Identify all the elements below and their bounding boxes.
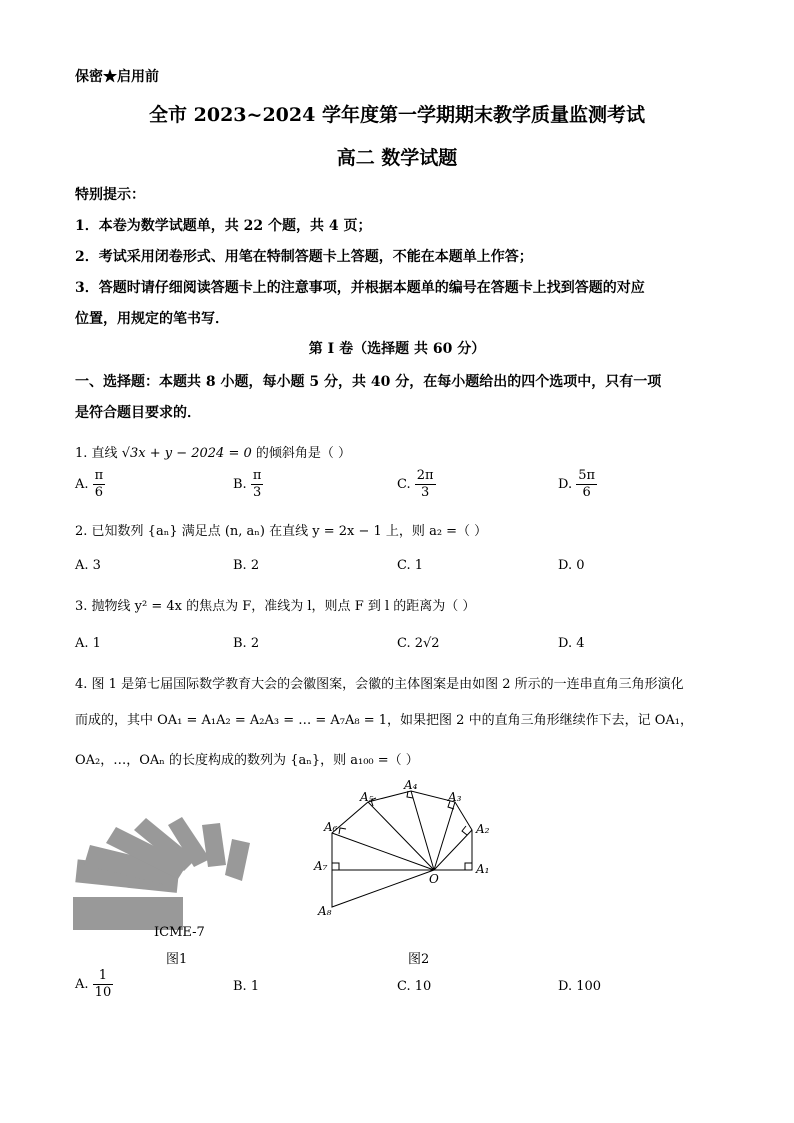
fraction-denominator: 6 <box>94 485 104 500</box>
q3-option-d: D. 4 <box>558 636 585 651</box>
fraction-numerator: π <box>252 468 262 483</box>
note-1: 1．本卷为数学试题单，共 22 个题，共 4 页； <box>75 218 372 234</box>
option-letter: B. <box>233 477 247 492</box>
q1-option-c <box>397 468 436 501</box>
exam-subtitle: 高二 数学试题 <box>336 147 458 169</box>
label-a6: A₆ <box>324 820 338 834</box>
q2-option-a: A. 3 <box>75 558 101 573</box>
q4-option-d: D. 100 <box>558 979 602 994</box>
spiral-triangles-figure <box>310 775 500 925</box>
label-a4: A₄ <box>404 778 418 792</box>
fraction-denominator: 3 <box>252 485 262 500</box>
part-instructions-a: 一、选择题：本题共 8 小题，每小题 5 分，共 40 分，在每小题给出的四个选项中，只有一项 <box>75 374 662 390</box>
part-instructions-b: 是符合题目要求的． <box>75 405 201 421</box>
icme7-logo-figure <box>70 815 260 930</box>
label-a7: A₇ <box>314 859 328 873</box>
exam-title: 全市 2023~2024 学年度第一学期期末教学质量监测考试 <box>149 104 645 126</box>
question-4-line-2: 而成的，其中 OA₁ = A₁A₂ = A₂A₃ = … = A₇A₈ = 1，如果把图 2 中的直角三角形继续作下去，记 OA₁， <box>75 713 693 728</box>
fraction-numerator: 1 <box>93 968 114 985</box>
note-3b: 位置，用规定的笔书写． <box>75 311 229 327</box>
q3-option-b: B. 2 <box>233 636 260 651</box>
section-label: 第 Ⅰ 卷（选择题 共 60 分） <box>308 341 486 357</box>
label-a3: A₃ <box>448 790 462 804</box>
q4-option-a <box>75 968 113 1001</box>
label-a2: A₂ <box>476 822 490 836</box>
q1-prefix: 1. 直线 <box>75 446 118 461</box>
q4-option-b: B. 1 <box>233 979 260 994</box>
q1-equation: √3x + y − 2024 = 0 <box>121 446 252 461</box>
fraction-denominator: 3 <box>421 485 430 500</box>
notes-heading: 特别提示： <box>75 187 145 203</box>
q1-option-a <box>75 468 105 501</box>
right-angle-a2 <box>462 826 467 835</box>
fraction-numerator: 2π <box>416 468 434 483</box>
option-letter: A. <box>75 977 89 992</box>
fraction-numerator: π <box>94 468 104 483</box>
fraction-denominator: 6 <box>582 485 591 500</box>
logo-wedge-8 <box>225 839 250 881</box>
question-4-line-1: 4. 图 1 是第七届国际数学教育大会的会徽图案，会徽的主体图案是由如图 2 所示的一连串直角三角形演化 <box>75 677 684 692</box>
right-angle-a7 <box>332 863 339 870</box>
confidential-mark: 保密★启用前 <box>75 69 159 85</box>
spoke-oa6 <box>332 833 434 870</box>
q4-option-c: C. 10 <box>397 979 432 994</box>
spoke-oa3 <box>434 802 455 870</box>
figure-2-label: 图2 <box>408 952 430 967</box>
note-3a: 3．答题时请仔细阅读答题卡上的注意事项，并根据本题单的编号在答题卡上找到答题的对应 <box>75 280 645 296</box>
q1-suffix: 的倾斜角是（ ） <box>255 446 352 461</box>
option-letter: D. <box>558 477 573 492</box>
fraction-denominator: 10 <box>94 985 112 1000</box>
question-3: 3. 抛物线 y² = 4x 的焦点为 F，准线为 l，则点 F 到 l 的距离为（ ） <box>75 599 476 614</box>
note-2: 2．考试采用闭卷形式、用笔在特制答题卡上答题，不能在本题单上作答； <box>75 249 533 265</box>
label-a1: A₁ <box>476 862 490 876</box>
q3-option-a: A. 1 <box>75 636 101 651</box>
question-2: 2. 已知数列 {aₙ} 满足点 (n, aₙ) 在直线 y = 2x − 1 上，则 a₂ =（ ） <box>75 524 488 539</box>
q2-option-b: B. 2 <box>233 558 260 573</box>
option-letter: C. <box>397 477 411 492</box>
label-o: O <box>429 872 439 886</box>
q1-option-d <box>558 468 597 501</box>
q3-option-c: C. 2√2 <box>397 636 440 651</box>
question-1 <box>75 442 351 461</box>
right-angle-a6 <box>339 828 346 834</box>
fraction-numerator: 5π <box>578 468 596 483</box>
label-a5: A₅ <box>360 790 374 804</box>
option-letter: A. <box>75 477 89 492</box>
question-4-line-3: OA₂，…，OAₙ 的长度构成的数列为 {aₙ}，则 a₁₀₀ =（ ） <box>75 753 419 768</box>
q2-option-d: D. 0 <box>558 558 585 573</box>
label-a8: A₈ <box>318 904 332 918</box>
right-angle-a1 <box>465 863 472 870</box>
figure-1-label: 图1 <box>166 952 188 967</box>
q2-option-c: C. 1 <box>397 558 424 573</box>
icme7-caption: ICME-7 <box>154 925 205 940</box>
q1-option-b <box>233 468 263 501</box>
